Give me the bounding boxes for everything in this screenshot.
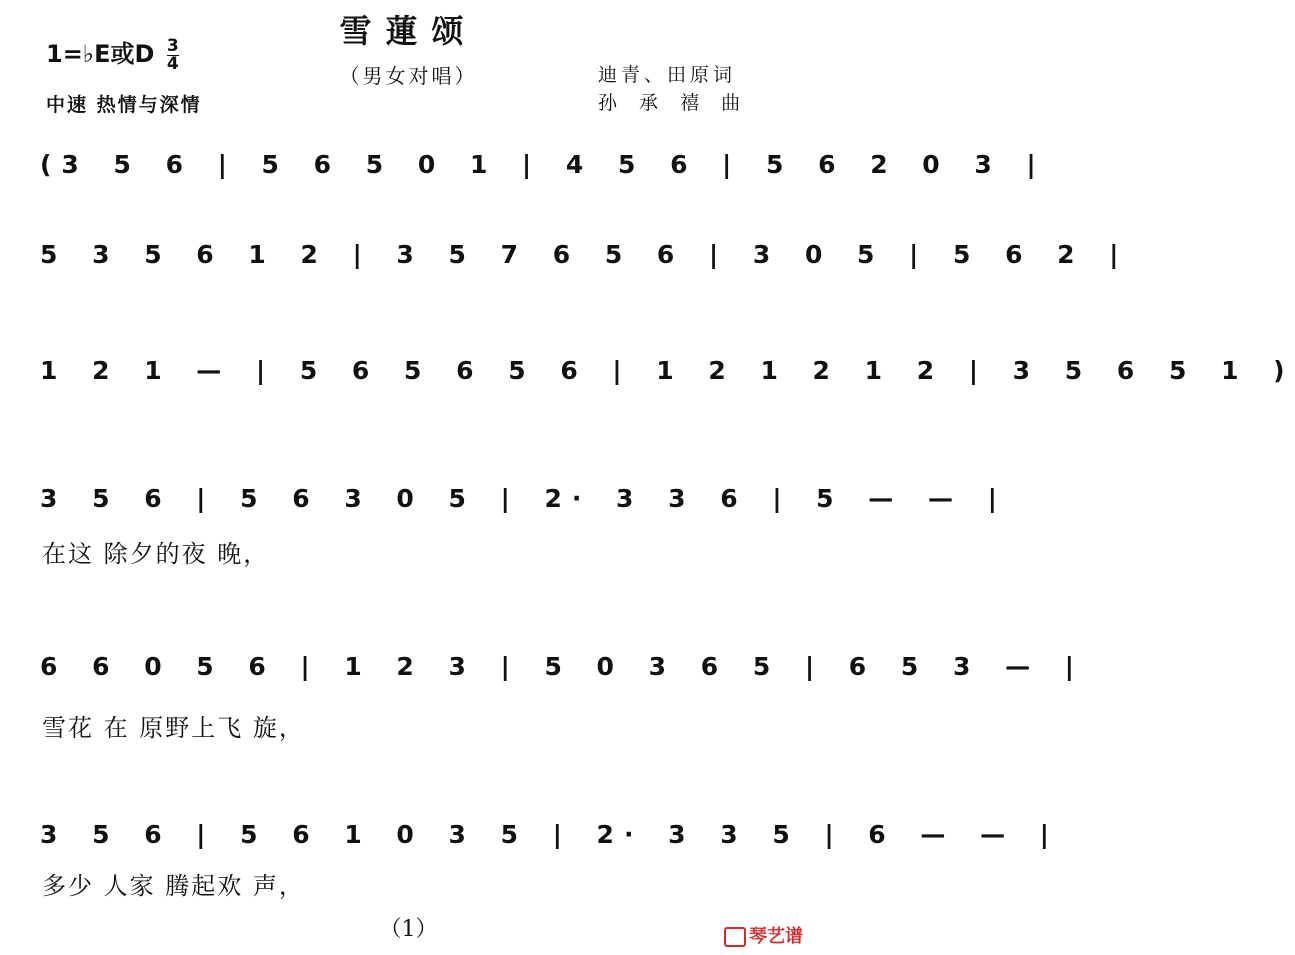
logo-text: 琴艺谱: [749, 926, 803, 947]
composer: 孙 承 禧 曲: [598, 92, 749, 114]
page-title: 雪蓮颂: [339, 12, 478, 50]
site-logo: [724, 922, 803, 948]
time-numerator: 3: [166, 35, 179, 56]
lyric-line-6: 多少 人家 腾起欢 声，: [42, 872, 305, 900]
lyric-line-5: 雪花 在 原野上飞 旋，: [42, 714, 305, 742]
logo-icon: [724, 927, 746, 947]
score-line-6: 3 5 6 | 5 6 1 0 3 5 | 2· 3 3 5 | 6 — — |: [40, 820, 1059, 849]
score-line-2: 5 3 5 6 1 2 | 3 5 7 6 5 6 | 3 0 5 | 5 6 2 |: [40, 240, 1129, 269]
time-signature: [166, 35, 179, 74]
lyric-line-4: 在这 除夕的夜 晚，: [42, 540, 270, 568]
page-number: （1）: [379, 917, 438, 942]
score-line-5: 6 6 0 5 6 | 1 2 3 | 5 0 3 6 5 | 6 5 3 — |: [40, 652, 1084, 681]
time-denominator: 4: [166, 53, 179, 74]
lyricist: 迪青、田原词: [598, 64, 737, 86]
subtitle: （男女对唱）: [339, 64, 478, 88]
key-signature: [46, 34, 179, 73]
key-label: 1=♭E或D: [46, 40, 155, 68]
score-line-3: 1 2 1 — | 5 6 5 6 5 6 | 1 2 1 2 1 2 | 3 5 6 5 1 ): [40, 356, 1295, 385]
score-line-1: (3 5 6 | 5 6 5 0 1 | 4 5 6 | 5 6 2 0 3 |: [40, 150, 1046, 179]
score-line-4: 3 5 6 | 5 6 3 0 5 | 2· 3 3 6 | 5 — — |: [40, 484, 1007, 513]
tempo-marking: 中速 热情与深情: [46, 94, 202, 116]
